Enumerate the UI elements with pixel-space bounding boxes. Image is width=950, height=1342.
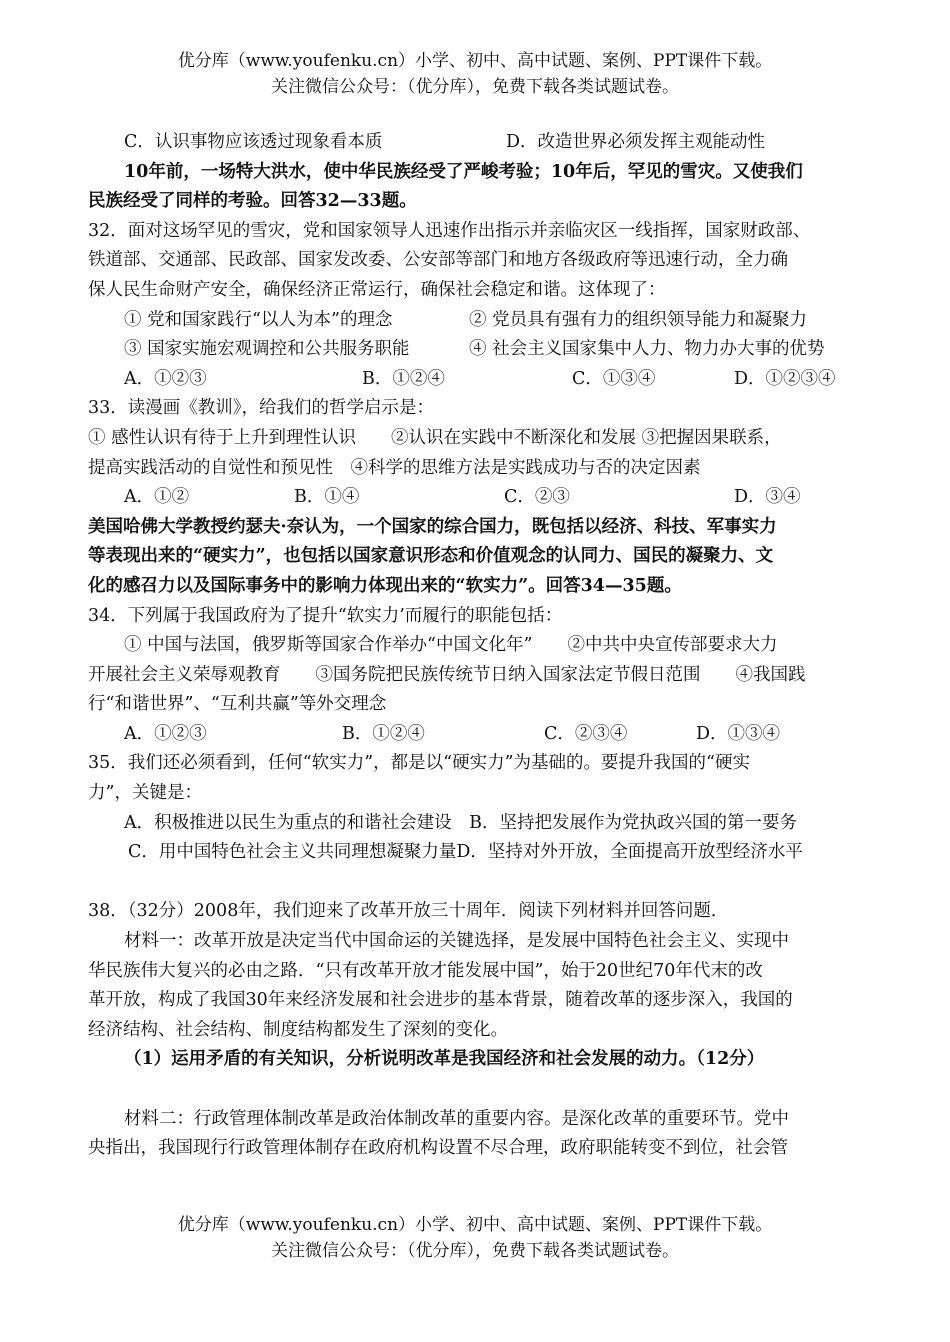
q32-choices (88, 365, 878, 395)
header-line-1: 优分库（www.youfenku.cn）小学、初中、高中试题、案例、PPT课件下载。 (177, 51, 773, 71)
q34-line-4: 行“和谐世界”、“互利共赢”等外交理念 (88, 694, 387, 715)
page-header (0, 48, 950, 100)
q34-choice-c: C．②③④ (544, 723, 628, 744)
q32-statements-row-1 (88, 306, 878, 336)
q33-choice-a: A．①② (124, 487, 190, 508)
q38-material2-line-1: 材料二：行政管理体制改革是政治体制改革的重要内容。是深化改革的重要环节。党中 (124, 1108, 789, 1129)
spacer (88, 868, 878, 898)
q32-statements-row-2 (88, 335, 878, 365)
footer-line-2: 关注微信公众号：（优分库），免费下载各类试题试卷。 (271, 1241, 679, 1261)
q38-material2-line-2: 央指出，我国现行行政管理体制存在政府机构设置不尽合理，政府职能转变不到位，社会管 (88, 1138, 788, 1159)
footer-line-1: 优分库（www.youfenku.cn）小学、初中、高中试题、案例、PPT课件下载。 (177, 1215, 773, 1235)
q32-line-1: 32．面对这场罕见的雪灾，党和国家领导人迅速作出指示并亲临灾区一线指挥，国家财政部、 (88, 220, 811, 241)
q34-line-3: 开展社会主义荣辱观教育 ③国务院把民族传统节日纳入国家法定节假日范围 ④我国践 (88, 664, 806, 685)
q34-choice-b: B．①②④ (342, 723, 425, 744)
spacer (88, 1075, 878, 1105)
intro2-line-2: 等表现出来的“硬实力”，也包括以国家意识形态和价值观念的认同力、国民的凝聚力、文 (88, 546, 774, 567)
q38-material1-line-2: 华民族伟大复兴的必由之路．“只有改革开放才能发展中国”，始于20世纪70年代末的改 (88, 960, 763, 981)
intro1-line-2: 民族经受了同样的考验。回答32—33题。 (88, 191, 417, 212)
q31-option-c: C．认识事物应该透过现象看本质 (124, 132, 383, 152)
q32-statement-1: ① 党和国家践行“以人为本”的理念 (124, 309, 393, 330)
q35-line-2: 力”，关键是： (88, 783, 202, 804)
q34-choices (88, 720, 878, 750)
q32-statement-2: ② 党员具有强有力的组织领导能力和凝聚力 (469, 309, 808, 330)
q32-choice-a: A．①②③ (124, 368, 207, 389)
intro2-line-3: 化的感召力以及国际事务中的影响力体现出来的“软实力”。回答34—35题。 (88, 575, 682, 596)
q35-choices-cd: C．用中国特色社会主义共同理想凝聚力量D．坚持对外开放，全面提高开放型经济水平 (128, 842, 803, 863)
q32-statement-4: ④ 社会主义国家集中人力、物力办大事的优势 (469, 339, 825, 360)
q35-choices-ab: A．积极推进以民生为重点的和谐社会建设 B．坚持把发展作为党执政兴国的第一要务 (124, 812, 797, 833)
q32-choice-c: C．①③④ (572, 368, 656, 389)
q33-choice-d: D．③④ (734, 487, 801, 508)
q38-material1-line-3: 革开放，构成了我国30年来经济发展和社会进步的基本背景，随着改革的逐步深入，我国的 (88, 990, 793, 1011)
q33-line-2: ① 感性认识有待于上升到理性认识 ②认识在实践中不断深化和发展 ③把握因果联系， (88, 427, 782, 448)
q31-option-d: D．改造世界必须发挥主观能动性 (506, 132, 766, 152)
intro1-line-1: 10年前，一场特大洪水，使中华民族经受了严峻考验；10年后，罕见的雪灾。又使我们 (124, 161, 803, 182)
q38-line-1: 38．（32分）2008年，我们迎来了改革开放三十周年．阅读下列材料并回答问题． (88, 901, 729, 922)
q38-subquestion-1: （1）运用矛盾的有关知识，分析说明改革是我国经济和社会发展的动力。（12分） (124, 1049, 765, 1070)
q34-choice-d: D．①③④ (696, 723, 781, 744)
q32-choice-b: B．①②④ (362, 368, 445, 389)
q32-statement-3: ③ 国家实施宏观调控和公共服务职能 (124, 339, 410, 360)
q34-line-1: 34．下列属于我国政府为了提升“软实力’而履行的职能包括： (88, 605, 563, 626)
q35-line-1: 35．我们还必须看到，任何“软实力”，都是以“硬实力”为基础的。要提升我国的“硬实 (88, 753, 750, 774)
q33-line-1: 33．读漫画《教训》，给我们的哲学启示是： (88, 398, 435, 419)
q33-choice-c: C．②③ (504, 487, 570, 508)
q38-material1-line-4: 经济结构、社会结构、制度结构都发生了深刻的变化。 (88, 1019, 508, 1040)
page-footer (0, 1212, 950, 1264)
header-line-2: 关注微信公众号：（优分库），免费下载各类试题试卷。 (271, 77, 679, 97)
q38-material1-line-1: 材料一：改革开放是决定当代中国命运的关键选择，是发展中国特色社会主义、实现中 (124, 931, 789, 952)
q34-choice-a: A．①②③ (124, 723, 207, 744)
q34-line-2: ① 中国与法国，俄罗斯等国家合作举办“中国文化年” ②中共中央宣传部要求大力 (124, 635, 778, 656)
q32-line-3: 保人民生命财产安全，确保经济正常运行，确保社会稳定和谐。这体现了： (88, 279, 666, 300)
q33-choices (88, 483, 878, 513)
q33-line-3: 提高实践活动的自觉性和预见性 ④科学的思维方法是实践成功与否的决定因素 (88, 457, 701, 478)
q32-choice-d: D．①②③④ (734, 368, 836, 389)
document-body (88, 128, 878, 1164)
q33-choice-b: B．①④ (294, 487, 360, 508)
intro2-line-1: 美国哈佛大学教授约瑟夫·奈认为，一个国家的综合国力，既包括以经济、科技、军事实力 (88, 516, 777, 537)
q31-options (88, 128, 878, 158)
q32-line-2: 铁道部、交通部、民政部、国家发改委、公安部等部门和地方各级政府等迅速行动，全力确 (88, 250, 788, 271)
